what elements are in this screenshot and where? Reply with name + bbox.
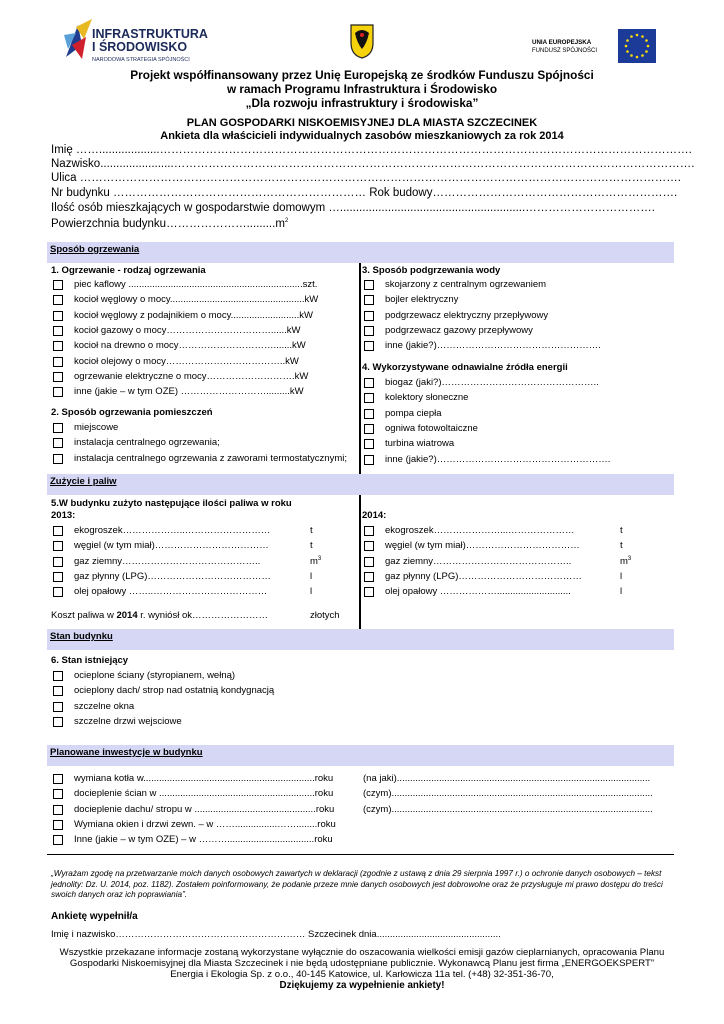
footer-info-3: Energia i Ekologia Sp. z o.o., 40-145 Katowice, ul. Karłowicza 11a tel. (+48) 32-351-36-70, [170,969,554,980]
q4-checkbox[interactable] [364,455,374,465]
fuel-2014-unit-text: l [620,586,623,598]
footer-thanks: Dziękujemy za wypełnienie ankiety! [279,980,445,991]
crest-icon [349,23,375,59]
header-line-2: w ramach Programu Infrastruktura i Środowisko [226,82,498,96]
column-divider [359,263,361,474]
investment-detail[interactable]: (na jaki)................................................................................................ [363,773,651,784]
koszt-year: 2014 [116,610,138,621]
fuel-2014-checkbox[interactable] [364,572,374,582]
fuel-2013-unit-text: t [310,525,313,536]
infrastruktura-logo [62,15,222,65]
fuel-2013-label: węgiel (w tym miał)……………………………… [74,540,269,552]
form-subtitle: Ankieta dla właścicieli indywidualnych zasobów mieszkaniowych za rok 2014 [160,130,564,142]
header-line-1: Projekt współfinansowany przez Unię Europejską ze środków Funduszu Spójności [130,68,594,82]
investment-checkbox[interactable] [53,835,63,845]
investment-label: Inne (jakie – w tym OZE) – w ……….................................roku [74,834,333,846]
eu-title: UNIA EUROPEJSKA [532,39,592,46]
section-inwestycje-label: Planowane inwestycje w budynku [50,747,203,758]
fuel-2013-unit-text: m [310,555,318,567]
q1-option: inne (jakie – w tym OZE) ……………………….........kW [74,386,304,398]
q6-option: ocieplony dach/ strop nad ostatnią kondygnacją [74,685,275,697]
field-ulica[interactable]: Ulica …………………………………………………………………………………………………………………………………………. [51,172,681,184]
q1-option: kocioł węglowy z podajnikiem o mocy..........................kW [74,309,313,321]
koszt-label-a: Koszt paliwa w [51,610,117,621]
q1-option: piec kaflowy ..................................................................szt. [74,279,318,290]
investment-label: wymiana kotła w.................................................................roku [74,773,334,784]
fuel-2014-checkbox[interactable] [364,557,374,567]
q5-title: 5.W budynku zużyto następujące ilości paliwa w roku [51,498,292,509]
q3-option: podgrzewacz elektryczny przepływowy [385,309,549,321]
q1-option: ogrzewanie elektryczne o mocy……………………….kW [74,370,309,382]
q6-option: szczelne drzwi wejsciowe [74,715,182,727]
fuel-2014-checkbox[interactable] [364,541,374,551]
section-ogrzewanie [47,242,674,263]
q1-option: kocioł na drewno o mocy………………………….......kW [74,340,306,352]
fuel-2014-checkbox[interactable] [364,587,374,597]
q6-checkbox[interactable] [53,671,63,681]
fuel-2013-unit-text: l [310,570,313,582]
fuel-2014-unit [620,556,631,568]
q3-checkbox[interactable] [364,311,374,321]
q1-checkbox[interactable] [53,311,63,321]
q2-title: 2. Sposób ogrzewania pomieszczeń [51,407,213,418]
fuel-2013-checkbox[interactable] [53,572,63,582]
q2-option: instalacja centralnego ogrzewania z zaworami termostatycznymi; [74,452,347,464]
q4-option: pompa ciepła [385,407,442,419]
q1-option: kocioł olejowy o mocy………………………………..kW [74,355,299,367]
q4-checkbox[interactable] [364,378,374,388]
fuel-2013-checkbox[interactable] [53,526,63,536]
fuel-2014-label: ekogroszek…………………...………………… [385,525,575,536]
q1-checkbox[interactable] [53,387,63,397]
field-osoby[interactable]: Ilość osób mieszkających w gospodarstwie domowym …..........................................................……………………………. [51,202,655,214]
q1-checkbox[interactable] [53,326,63,336]
field-nr-budynku[interactable]: Nr budynku ………………………………………………………… Rok budowy………………………………………………………. [51,187,678,199]
q4-option: turbina wiatrowa [385,438,455,450]
q1-checkbox[interactable] [53,280,63,290]
q6-checkbox[interactable] [53,702,63,712]
fuel-2014-label: gaz płynny (LPG)………………………………… [385,570,582,582]
field-nazwisko[interactable]: Nazwisko.......................………………………………………………………………………………………………………………………. [51,158,695,170]
koszt-unit: złotych [310,610,340,621]
field-imie[interactable]: Imię ……...................…………………………………………………………………………………………………………………………. [51,144,692,156]
q4-checkbox[interactable] [364,409,374,419]
eu-subtitle: FUNDUSZ SPÓJNOŚCI [532,48,598,54]
fuel-2014-label: gaz ziemny…………………………………….. [385,555,572,567]
form-title: PLAN GOSPODARKI NISKOEMISYJNEJ DLA MIASTA SZCZECINEK [186,117,538,129]
q3-checkbox[interactable] [364,280,374,290]
q3-option: inne (jakie?)……………………………………………. [385,340,601,352]
section-stan-label: Stan budynku [50,631,113,642]
q1-option: kocioł węglowy o mocy...................................................kW [74,294,319,306]
q6-checkbox[interactable] [53,717,63,727]
q2-checkbox[interactable] [53,454,63,464]
q1-title: 1. Ogrzewanie - rodzaj ogrzewania [51,265,206,276]
investment-detail[interactable]: (czym)................................................................................................... [363,788,653,800]
fuel-2013-checkbox[interactable] [53,587,63,597]
q1-checkbox[interactable] [53,372,63,382]
field-powierzchnia[interactable] [51,218,288,230]
fuel-2013-label: gaz ziemny…………………………………….. [74,555,261,567]
fuel-2014-label: olej opałowy ………………............................ [385,586,571,598]
fuel-2013-label: olej opałowy ……..……………………………… [74,586,268,598]
section-ogrzewanie-label: Sposób ogrzewania [50,244,140,255]
fuel-2014-unit-text: t [620,525,623,536]
q3-checkbox[interactable] [364,341,374,351]
q4-option: inne (jakie?)………………………………………………. [385,453,611,465]
fuel-2014-label: węgiel (w tym miał)……………………………… [385,540,580,552]
footer-info-2: Gospodarki Niskoemisyjnej dla Miasta Szczecinek i nie będą udostępniane publicznie. Wykonawcą Planu jest firma „ENERGOEKSPERT” [69,958,655,969]
q3-checkbox[interactable] [364,326,374,336]
q4-option: biogaz (jaki?)………………………………………….. [385,377,599,388]
section-stan [47,629,674,650]
investment-detail[interactable]: (czym)................................................................................................... [363,803,653,815]
fuel-2014-unit [620,571,622,583]
q4-checkbox[interactable] [364,393,374,403]
city-crest [349,23,375,64]
fuel-2014-unit-text: l [620,570,623,582]
fuel-2013-unit [310,540,313,552]
investment-checkbox[interactable] [53,805,63,815]
koszt-paliwa[interactable] [51,610,268,622]
fuel-2013-unit [310,556,321,568]
q6-option: szczelne okna [74,700,135,712]
fuel-2013-unit [310,571,312,583]
q2-option: miejscowe [74,422,119,433]
logo-subtitle: NARODOWA STRATEGIA SPÓJNOŚCI [92,57,190,63]
powierzchnia-sup: 2 [284,218,289,224]
eu-logo [532,29,660,65]
q1-option: kocioł gazowy o mocy……………………………......kW [74,324,301,336]
logo-title-2: I ŚRODOWISKO [92,40,188,54]
fuel-2014-unit-sup: 3 [627,555,632,562]
investment-label: docieplenie ścian w ...........................................................roku [74,788,334,800]
q4-title: 4. Wykorzystywane odnawialne źródła energii [362,362,568,373]
q3-checkbox[interactable] [364,295,374,305]
q1-checkbox[interactable] [53,341,63,351]
section-zuzycie [47,474,674,495]
fuel-2014-unit-text: t [620,540,623,552]
logo-title-1: INFRASTRUKTURA [92,27,208,41]
q6-checkbox[interactable] [53,686,63,696]
fuel-2014-unit [620,586,622,598]
q2-checkbox[interactable] [53,438,63,448]
q2-option: instalacja centralnego ogrzewania; [74,437,220,449]
fuel-2013-checkbox[interactable] [53,557,63,567]
q4-checkbox[interactable] [364,439,374,449]
fuel-2013-label: ekogroszek………………..……………………… [74,525,271,536]
investment-label: Wymiana okien i drzwi zewn. – w ……................……........roku [74,818,336,830]
fuel-2013-checkbox[interactable] [53,541,63,551]
investment-checkbox[interactable] [53,774,63,784]
q2-checkbox[interactable] [53,423,63,433]
fuel-2013-unit [310,586,312,598]
powierzchnia-label: Powierzchnia budynku………………….........m [51,218,285,230]
section-inwestycje [47,745,674,766]
q1-checkbox[interactable] [53,357,63,367]
signature-line[interactable]: Imię i nazwisko…………………………………………………… Szczecinek dnia............................................... [51,929,501,940]
q1-checkbox[interactable] [53,295,63,305]
q6-option: ocieplone ściany (styropianem, wełną) [74,670,236,681]
fuel-2013-unit-text: l [310,586,313,598]
fuel-2013-unit-sup: 3 [317,555,322,562]
section-zuzycie-label: Zużycie i paliw [50,476,117,487]
q3-title: 3. Sposób podgrzewania wody [362,265,501,276]
investment-checkbox[interactable] [53,789,63,799]
investment-label: docieplenie dachu/ stropu w ..............................................roku [74,803,335,815]
fuel-2013-unit-text: t [310,540,313,552]
q5-year-2014: 2014: [362,510,387,521]
fuel-2014-unit [620,540,623,552]
header-line-3: „Dla rozwoju infrastruktury i środowiska” [245,96,479,110]
q4-option: ogniwa fotowoltaiczne [385,422,478,434]
q3-option: skojarzony z centralnym ogrzewaniem [385,279,547,290]
q4-option: kolektory słoneczne [385,392,469,404]
q3-option: bojler elektryczny [385,294,459,306]
ankiete-wypelnil: Ankietę wypełnił/a [51,911,138,922]
infrastruktura-logo-icon [62,15,96,63]
fuel-2013-unit [310,525,313,537]
investment-checkbox[interactable] [53,820,63,830]
footer-info-1: Wszystkie przekazane informacje zostaną wykorzystane wyłącznie do oszacowania wielkości emisji gazów cieplarnianych, opracowania Planu [59,947,665,958]
q5-year-2013: 2013: [51,510,76,521]
q6-title: 6. Stan istniejący [51,655,129,666]
q4-checkbox[interactable] [364,424,374,434]
bottom-rule [47,854,674,855]
column-divider-2 [359,495,361,629]
fuel-2014-unit-text: m [620,555,628,567]
fuel-2014-checkbox[interactable] [364,526,374,536]
fuel-2013-label: gaz płynny (LPG)………………………………… [74,570,271,582]
consent-text: „Wyrażam zgodę na przetwarzanie moich danych osobowych zawartych w deklaracji (zgodnie z ustawą z dnia 29 sierpnia 1997 r.) o ochronie danych osobowych – tekst jednolity: Dz. U. 2014, poz. 1182). Zostałem poinformowany, że podanie przeze mnie danych osobowych jest dobrowolne oraz że przysługuje mi prawo dostępu do treści swoich danych oraz ich poprawiania”. [51,869,663,899]
q3-option: podgrzewacz gazowy przepływowy [385,324,533,336]
koszt-label-b: r. wyniósł ok…………………… [137,610,269,621]
fuel-2014-unit [620,525,623,537]
eu-flag-icon [618,29,656,63]
